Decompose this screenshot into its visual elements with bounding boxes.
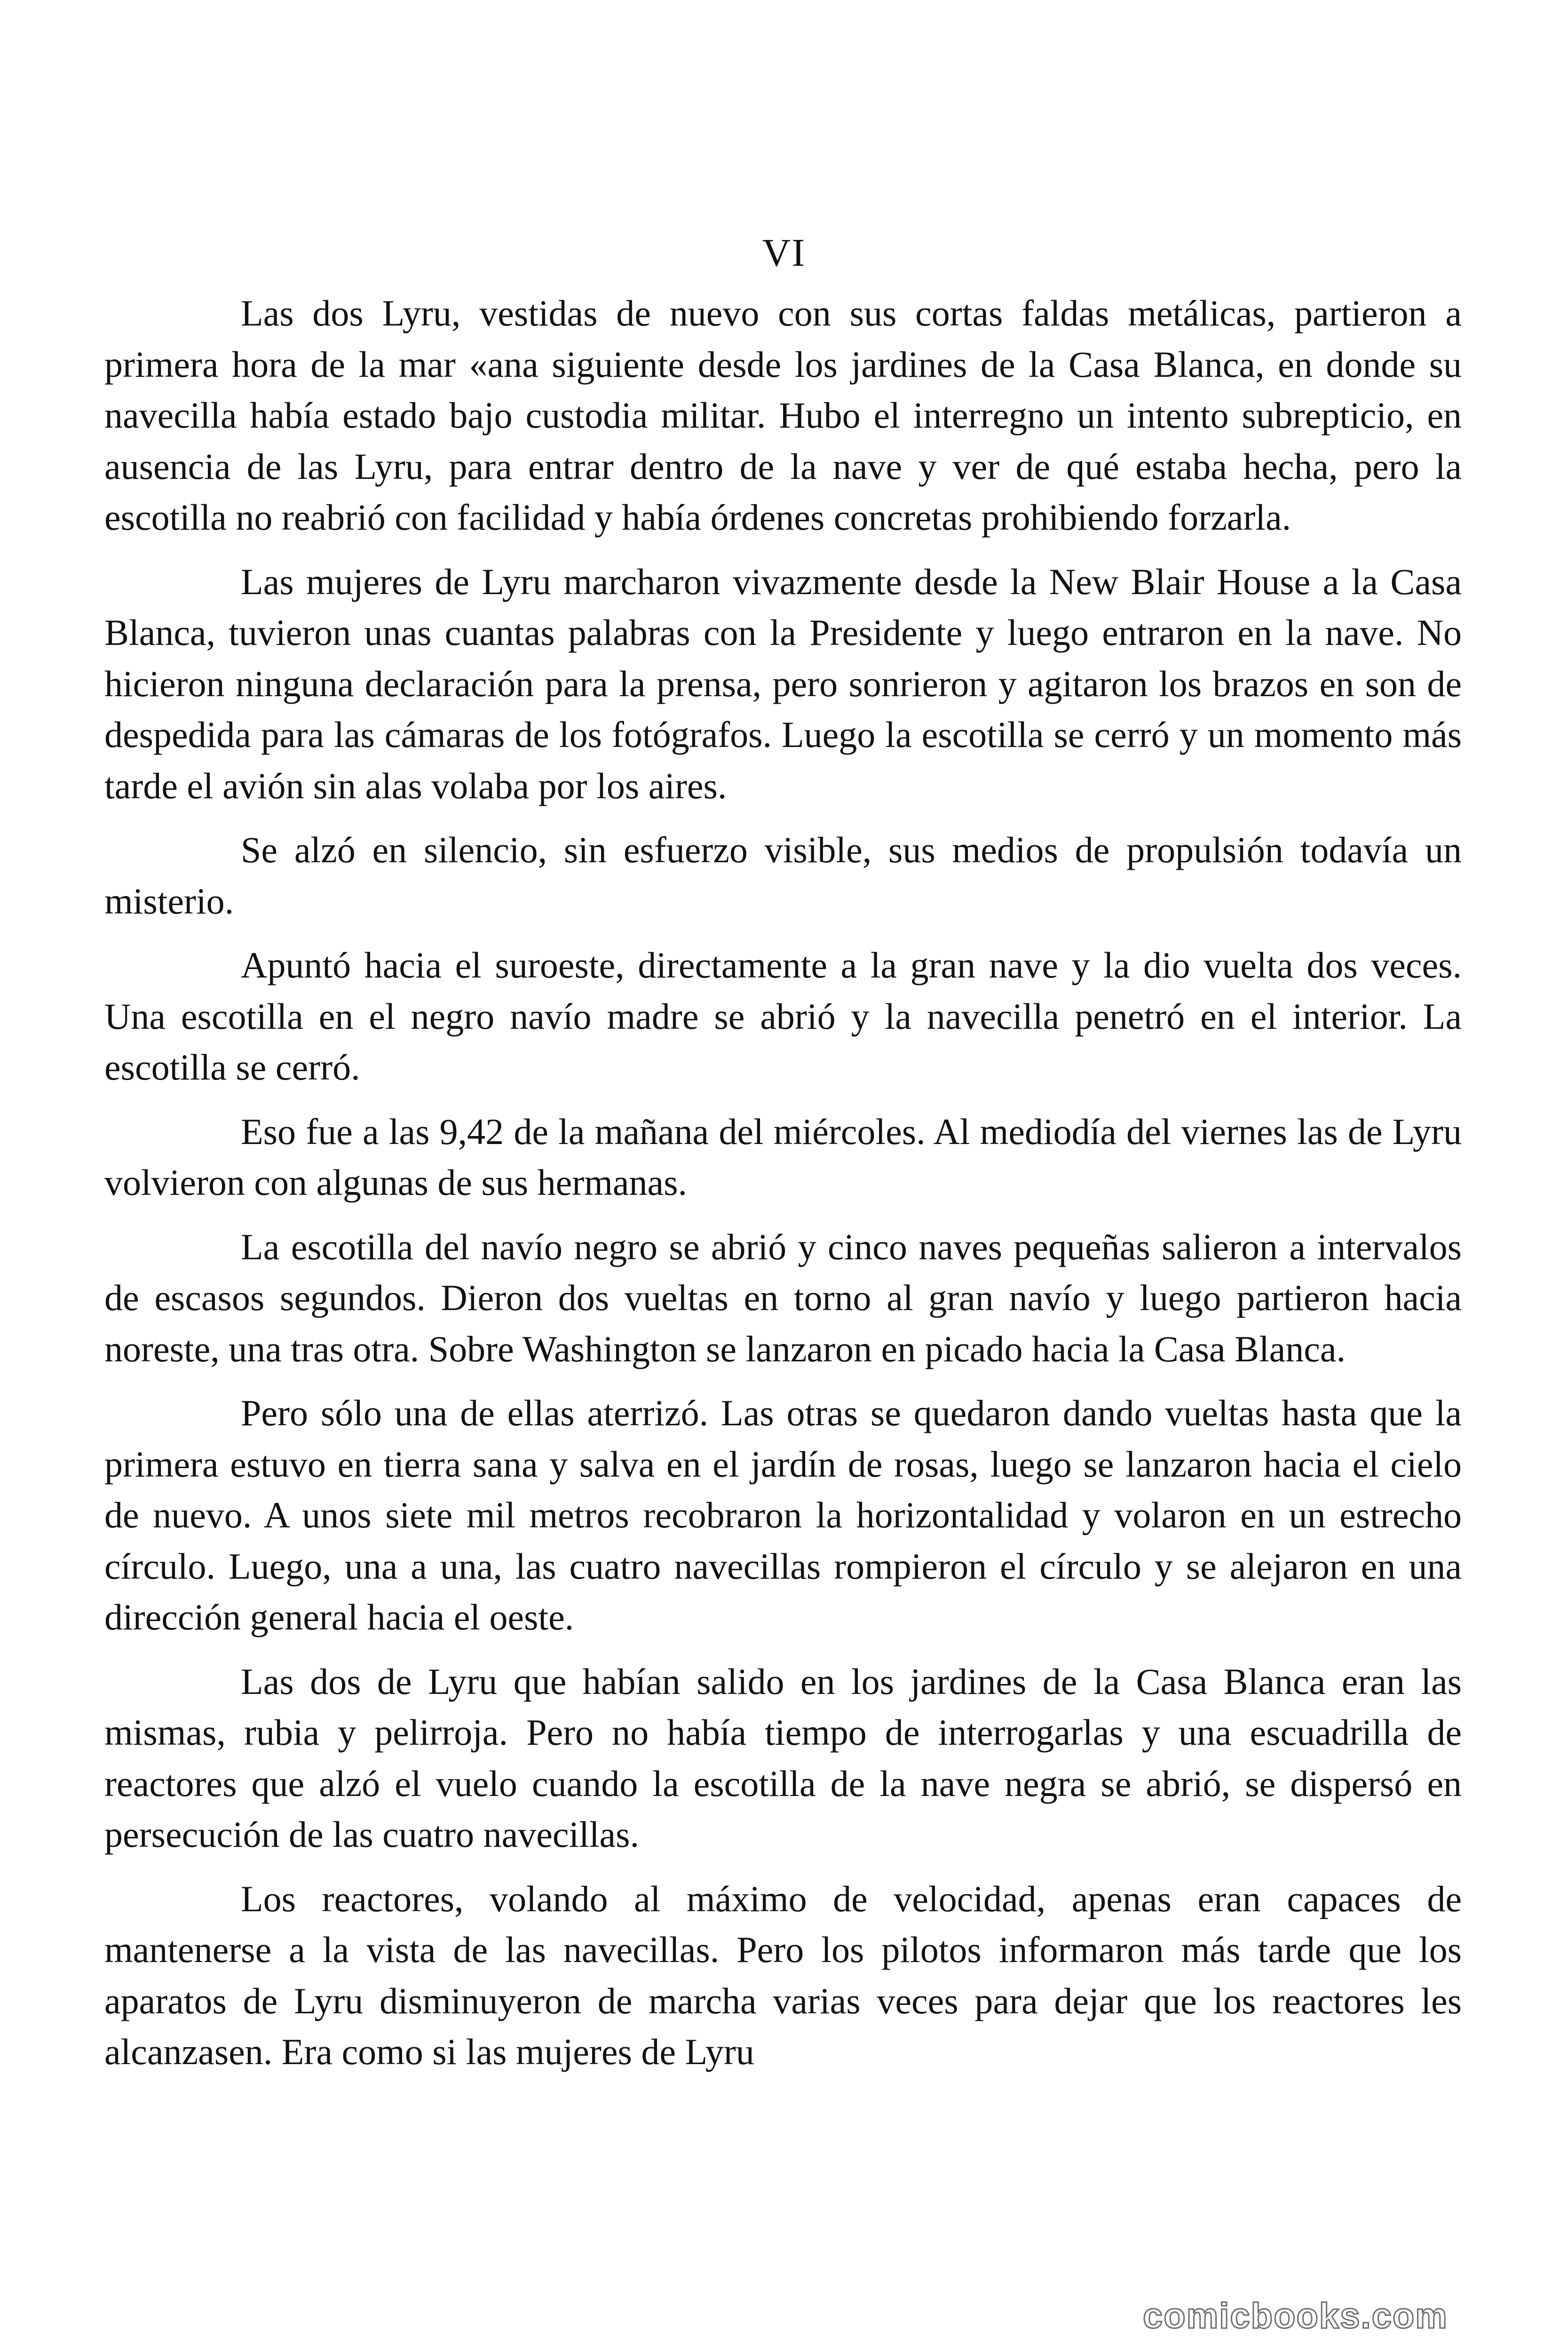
paragraph: Pero sólo una de ellas aterrizó. Las otras se quedaron dando vueltas hasta que la primera estuvo en tierra sana y salva en el jardín de rosas, luego se lanzaron hacia el cielo de nuevo. A unos siete mil metros recobraron la horizontalidad y volaron en un estrecho círculo. Luego, una a una, las cuatro navecillas rompieron el círculo y se alejaron en una dirección general hacia el oeste. <box>104 1392 1462 1637</box>
paragraph: Los reactores, volando al máximo de velocidad, apenas eran capaces de mantenerse a la vista de las navecillas. Pero los pilotos informaron más tarde que los aparatos de Lyru disminuyeron de marcha varias veces para dejar que los reactores les alcanzasen. Era como si las mujeres de Lyru <box>104 1878 1462 2072</box>
paragraph: Apuntó hacia el suroeste, directamente a la gran nave y la dio vuelta dos veces. Una escotilla en el negro navío madre se abrió y la navecilla penetró en el interior. La escotilla se cerró. <box>104 945 1462 1088</box>
paragraph: Las dos Lyru, vestidas de nuevo con sus cortas faldas metálicas, partieron a primera hora de la mar «ana siguiente desde los jardines de la Casa Blanca, en donde su navecilla había estado bajo custodia militar. Hubo el interregno un intento subrepticio, en ausencia de las Lyru, para entrar dentro de la nave y ver de qué estaba hecha, pero la escotilla no reabrió con facilidad y había órdenes concretas prohibiendo forzarla. <box>104 293 1462 538</box>
chapter-title: VI <box>762 231 806 275</box>
watermark: comicbooks.com <box>1143 2296 1448 2336</box>
paragraph: Eso fue a las 9,42 de la mañana del miércoles. Al mediodía del viernes las de Lyru volvieron con algunas de sus hermanas. <box>104 1111 1462 1203</box>
chapter-body <box>104 288 1462 2091</box>
paragraph: La escotilla del navío negro se abrió y cinco naves pequeñas salieron a intervalos de escasos segundos. Dieron dos vueltas en torno al gran navío y luego partieron hacia noreste, una tras otra. Sobre Washington se lanzaron en picado hacia la Casa Blanca. <box>104 1226 1462 1369</box>
paragraph: Las mujeres de Lyru marcharon vivazmente desde la New Blair House a la Casa Blanca, tuvieron unas cuantas palabras con la Presidente y luego entraron en la nave. No hicieron ninguna declaración para la prensa, pero sonrieron y agitaron los brazos en son de despedida para las cámaras de los fotógrafos. Luego la escotilla se cerró y un momento más tarde el avión sin alas volaba por los aires. <box>104 561 1462 806</box>
paragraph: Las dos de Lyru que habían salido en los jardines de la Casa Blanca eran las mismas, rubia y pelirroja. Pero no había tiempo de interrogarlas y una escuadrilla de reactores que alzó el vuelo cuando la escotilla de la nave negra se abrió, se dispersó en persecución de las cuatro navecillas. <box>104 1661 1462 1855</box>
paragraph: Se alzó en silencio, sin esfuerzo visible, sus medios de propulsión todavía un misterio. <box>104 829 1462 922</box>
